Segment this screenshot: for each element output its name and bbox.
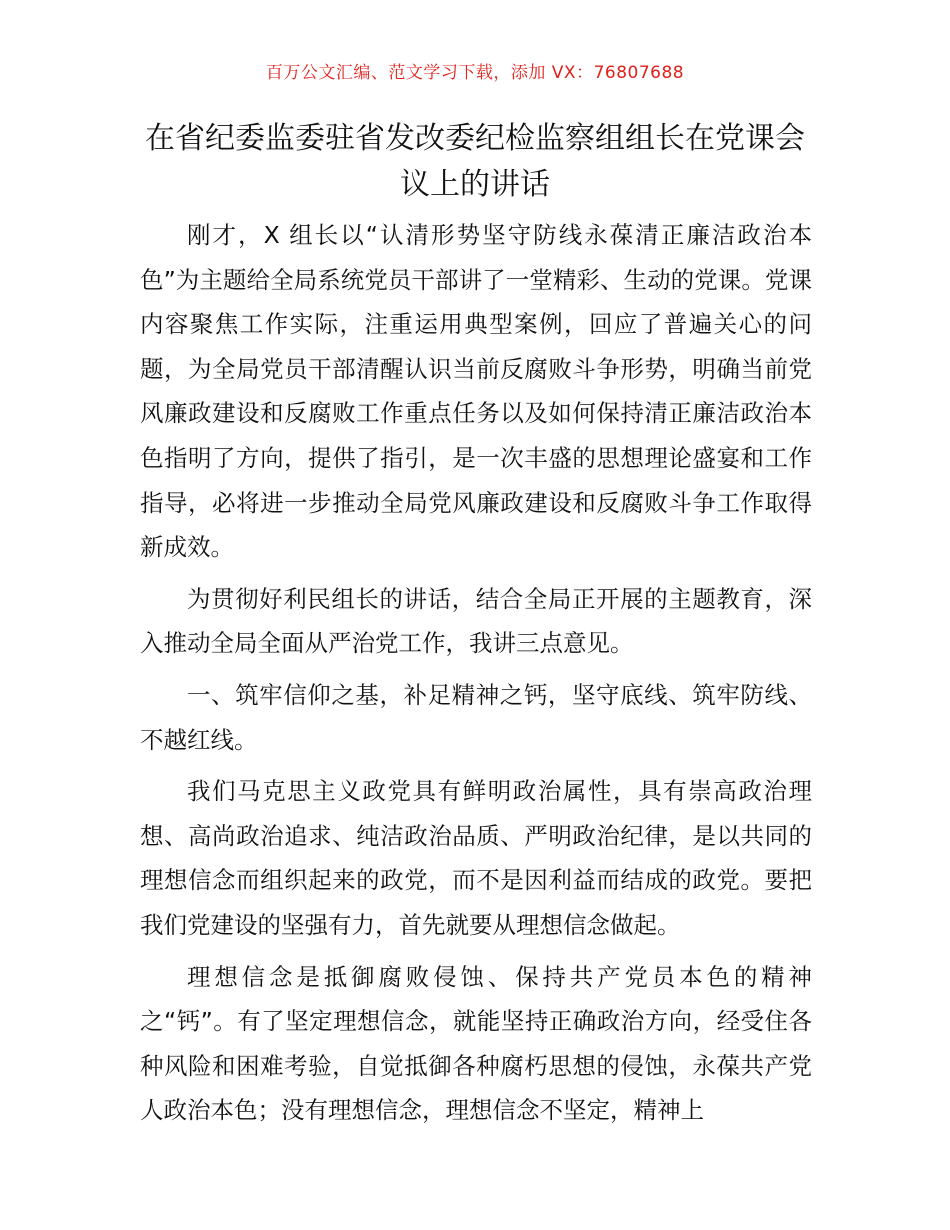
section-heading-1: 一、筑牢信仰之基，补足精神之钙，坚守底线、筑牢防线、不越红线。 bbox=[140, 680, 812, 754]
document-title: 在省纪委监委驻省发改委纪检监察组组长在党课会议上的讲话 bbox=[145, 121, 805, 202]
paragraph-3: 我们马克思主义政党具有鲜明政治属性，具有崇高政治理想、高尚政治追求、纯洁政治品质、严明政治纪律，是以共同的理想信念而组织起来的政党，而不是因利益而结成的政党。要把我们党建设的坚强有力，首先就要从理想信念做起。 bbox=[140, 777, 812, 939]
paragraph-1: 刚才，X 组长以“认清形势坚守防线永葆清正廉洁政治本色”为主题给全局系统党员干部讲了一堂精彩、生动的党课。党课内容聚焦工作实际，注重运用典型案例，回应了普遍关心的问题，为全局党员干部清醒认识当前反腐败斗争形势，明确当前党风廉政建设和反腐败工作重点任务以及如何保持清正廉洁政治本色指明了方向，提供了指引，是一次丰盛的思想理论盛宴和工作指导，必将进一步推动全局党风廉政建设和反腐败斗争工作取得新成效。 bbox=[140, 221, 812, 562]
paragraph-4: 理想信念是抵御腐败侵蚀、保持共产党员本色的精神之“钙”。有了坚定理想信念，就能坚持正确政治方向，经受住各种风险和困难考验，自觉抵御各种腐朽思想的侵蚀，永葆共产党人政治本色；没有理想信念，理想信念不坚定，精神上 bbox=[140, 962, 812, 1125]
watermark-header: 百万公文汇编、范文学习下载，添加 VX：76807688 bbox=[265, 63, 685, 83]
paragraph-2: 为贯彻好利民组长的讲话，结合全局正开展的主题教育，深入推动全局全面从严治党工作，我讲三点意见。 bbox=[140, 584, 812, 658]
document-body bbox=[140, 213, 812, 1140]
